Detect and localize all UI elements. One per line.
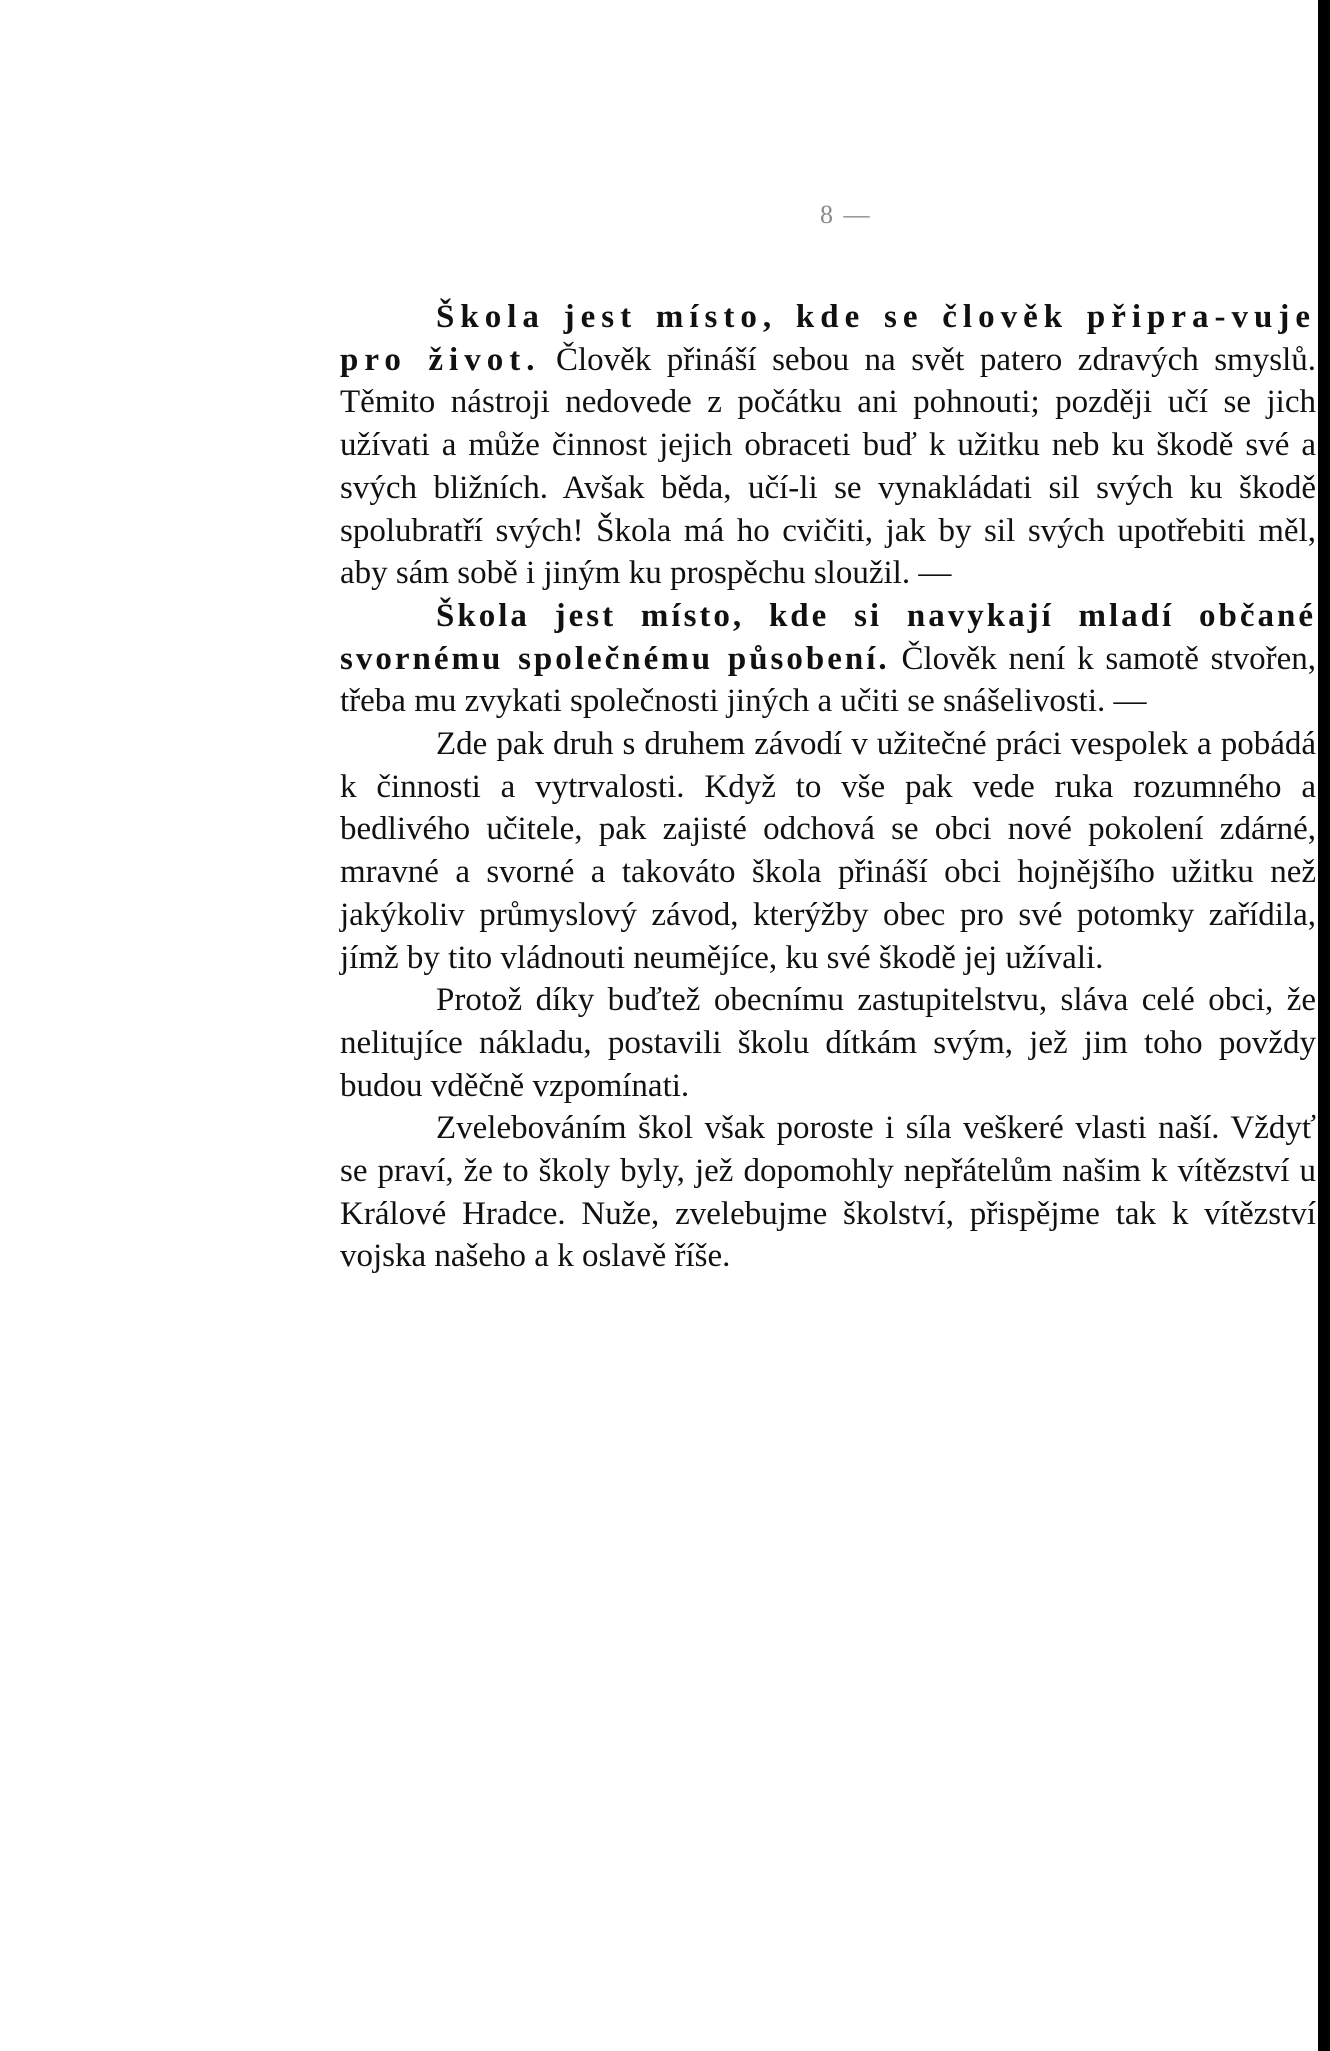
paragraph-2-lead: Škola jest místo, kde si navykají mladí občané svornému společnému působení. — [340, 597, 1316, 677]
paragraph-2-text: Člověk není k samotě stvořen, třeba mu zvykati společnosti jiných a učiti se snášelivosti. — — [340, 640, 1317, 720]
paragraph-5-text: Zvelebováním škol však poroste i síla veškeré vlasti naší. Vždyť se praví, že to školy byly, jež dopomohly nepřátelům našim k vítězství u Králové Hradce. Nuže, zvelebujme školství, přispějme tak k vítězství vojska našeho a k oslavě říše. — [340, 1110, 1316, 1275]
paragraph-3-text: Zde pak druh s druhem závodí v užitečné práci vespolek a pobádá k činnosti a vytrvalosti. Když to vše pak vede ruka rozumného a bedlivého učitele, pak zajisté odchová se obci nové pokolení zdárné, mravné a svorné a takováto škola přináší obci hojnějšího užitku než jakýkoliv průmyslový závod, kterýžby obec pro své potomky zařídila, jímž by tito vládnouti neumějíce, ku své škodě jej užívali. — [340, 726, 1316, 976]
paragraph-4 — [340, 979, 1316, 1107]
paragraph-4-text: Protož díky buďtež obecnímu zastupitelstvu, sláva celé obci, že nelitujíce nákladu, postavili školu dítkám svým, jež jim toho povždy budou vděčně vzpomínati. — [340, 982, 1316, 1104]
paragraph-3 — [340, 723, 1316, 979]
paragraph-5 — [340, 1107, 1316, 1278]
page-number: 8 — — [820, 200, 872, 229]
paragraph-1-text: Člověk přináší sebou na svět patero zdravých smyslů. Těmito nástroji nedovede z počátku ani pohnouti; později učí se jich užívati a může činnost jejich obraceti buď k užitku neb ku škodě své a svých bližních. Avšak běda, učí-li se vynakládati sil svých ku škodě spolubratří svých! Škola má ho cvičiti, jak by sil svých upotřebiti měl, aby sám sobě i jiným ku prospěchu sloužil. — — [340, 341, 1316, 592]
body-text — [340, 296, 1316, 1278]
scan-edge — [1318, 0, 1330, 2051]
paragraph-2 — [340, 595, 1316, 723]
paragraph-1-lead: Škola jest místo, kde se člověk připra-vuje pro život. — [340, 299, 1316, 378]
paragraph-1 — [340, 296, 1316, 595]
